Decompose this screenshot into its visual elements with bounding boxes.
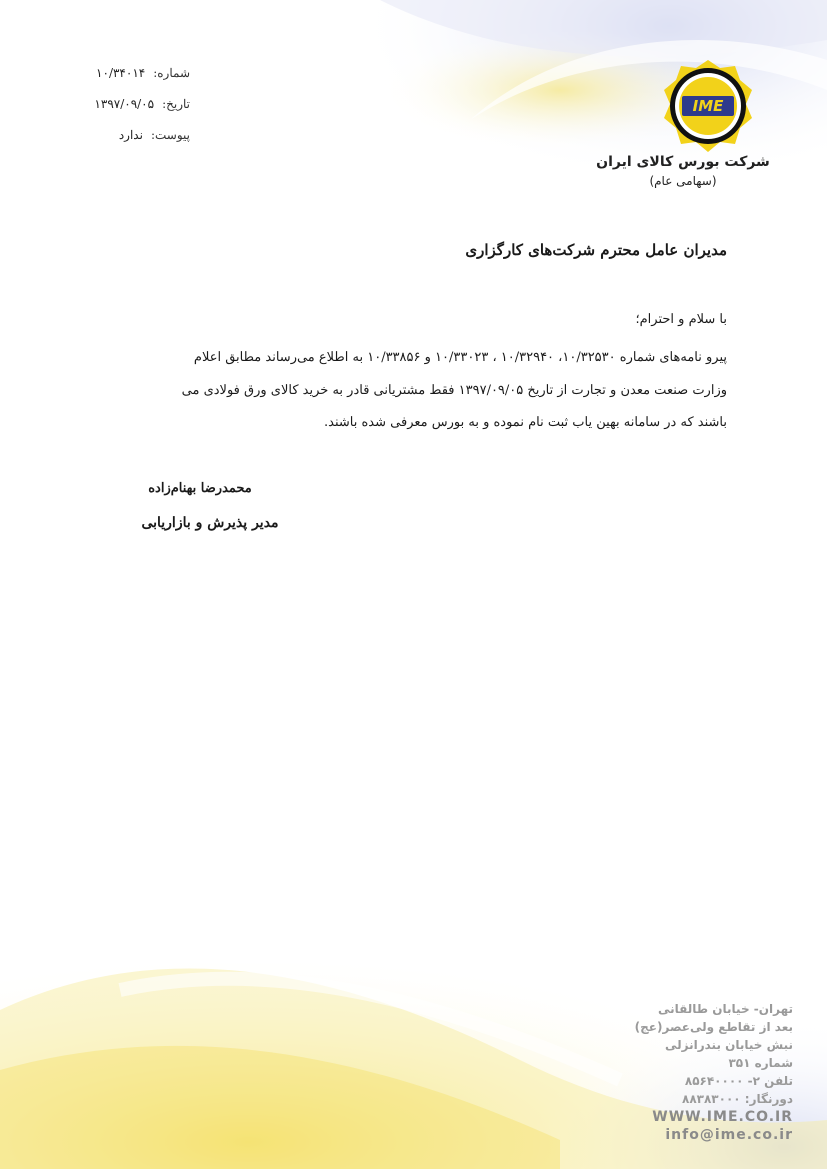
letter-number-label: شماره: — [153, 66, 190, 80]
letter-date-row — [40, 97, 190, 117]
company-subtitle: (سهامی عام) — [649, 174, 717, 188]
letter-greeting: با سلام و احترام؛ — [635, 312, 727, 327]
company-name: شرکت بورس کالای ایران — [596, 154, 770, 170]
footer-address-line: شماره ۳۵۱ — [728, 1056, 793, 1070]
footer-phone: تلفن ۲- ۸۵۶۴۰۰۰۰ — [684, 1074, 793, 1088]
letter-body — [96, 342, 727, 440]
footer-address-line: نبش خیابان بندرانزلی — [664, 1038, 793, 1052]
footer-website-link[interactable]: WWW.IME.CO.IR — [652, 1109, 793, 1125]
letter-number-row — [40, 66, 190, 86]
footer-fax: دورنگار: ۸۸۳۸۳۰۰۰ — [682, 1092, 793, 1106]
company-block — [583, 154, 783, 188]
footer-contact — [633, 1000, 793, 1144]
letter-number-value: ۱۰/۳۴۰۱۴ — [96, 66, 146, 80]
signer-title: مدیر پذیرش و بازاریابی — [141, 515, 279, 531]
letter-attachment-value: ندارد — [118, 128, 143, 142]
ime-logo — [660, 58, 756, 154]
signer-name: محمدرضا بهنام‌زاده — [148, 481, 252, 496]
letter-attachment-row — [40, 128, 190, 148]
letter-date-label: تاریخ: — [162, 97, 190, 111]
footer-address-line: بعد از تقاطع ولی‌عصر(عج) — [634, 1020, 793, 1034]
letter-recipient: مدیران عامل محترم شرکت‌های کارگزاری — [465, 241, 727, 259]
letter-body-line: وزارت صنعت معدن و تجارت از تاریخ ۱۳۹۷/۰۹/۰۵ فقط مشتریانی قادر به خرید کالای ورق فولادی می — [181, 382, 727, 398]
letter-body-line: پیرو نامه‌های شماره ۱۰/۳۲۵۳۰، ۱۰/۳۲۹۴۰ ، ۱۰/۳۳۰۲۳ و ۱۰/۳۳۸۵۶ به اطلاع می‌رساند مطابق اعلام — [193, 350, 727, 365]
letter-date-value: ۱۳۹۷/۰۹/۰۵ — [94, 97, 155, 111]
footer-address-line: تهران- خیابان طالقانی — [658, 1002, 793, 1016]
letter-attachment-label: پیوست: — [150, 128, 190, 142]
logo-text: IME — [692, 97, 724, 115]
letter-body-line: باشند که در سامانه بهین یاب ثبت نام نموده و به بورس معرفی شده باشند. — [324, 415, 727, 430]
footer-email-link[interactable]: info@ime.co.ir — [665, 1127, 793, 1143]
